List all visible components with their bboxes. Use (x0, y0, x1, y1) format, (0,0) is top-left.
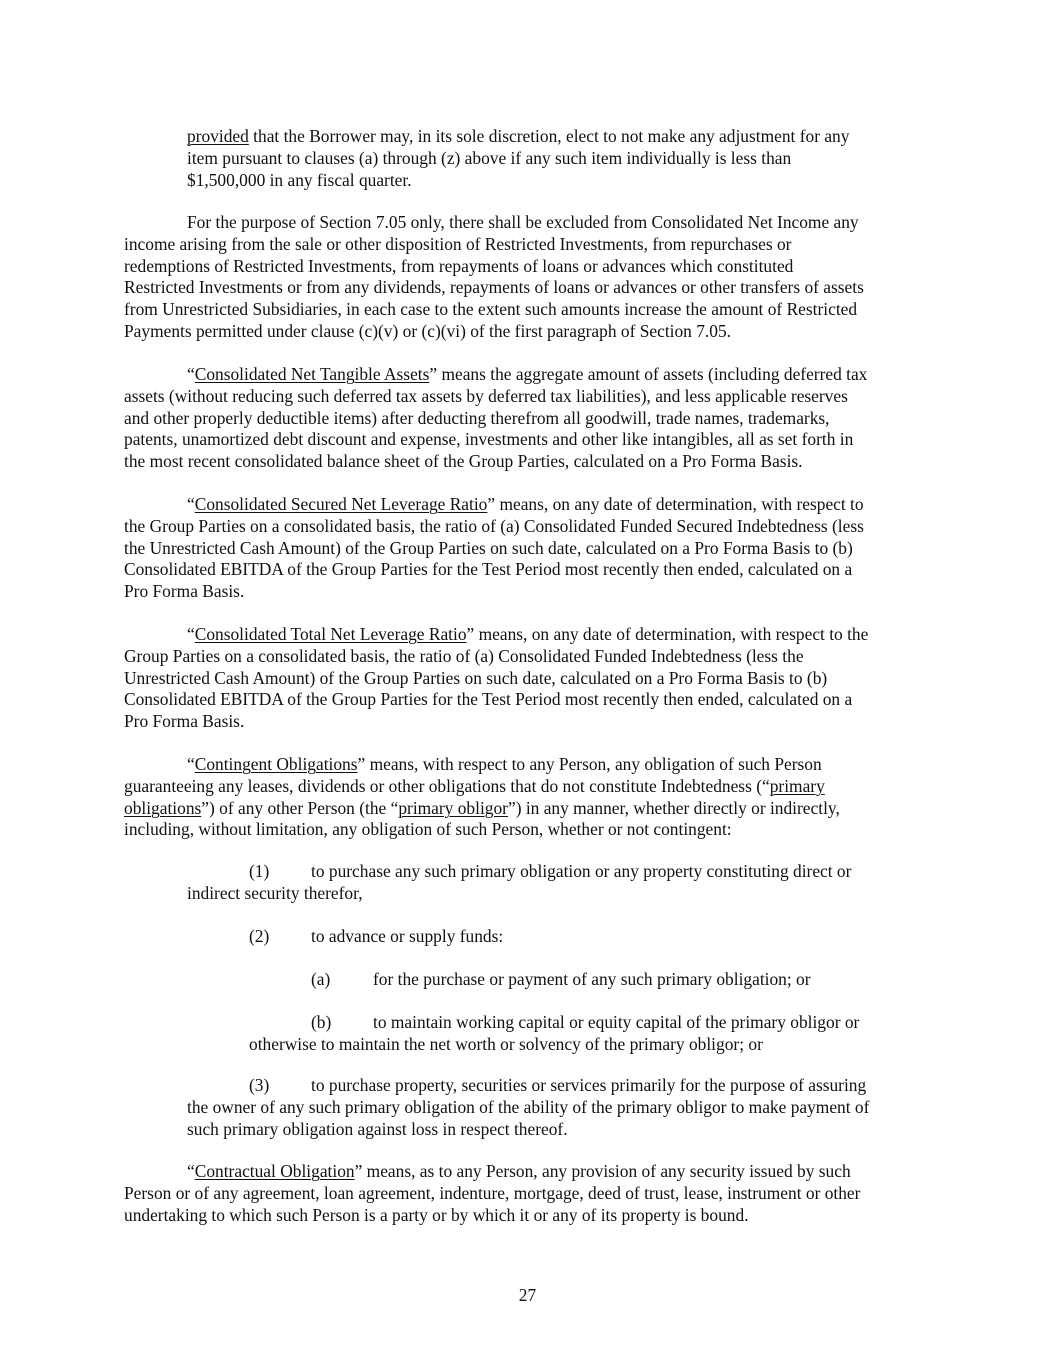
definition-contingent-obligations: “Contingent Obligations” means, with respect to any Person, any obligation of such Person guaranteeing any leases, dividends or other obligations that do not constitute Indebtedness (“primary obligations”) of any other Person (the “primary obligor”) in any manner, whether directly or indirectly, including, without limitation, any obligation of such Person, whether or not contingent: (124, 754, 840, 840)
defined-term-primary-obligations-part1: primary (769, 775, 825, 796)
defined-term: Consolidated Total Net Leverage Ratio (194, 624, 467, 644)
clause-number: (b) (311, 1012, 332, 1032)
clause-1: (1) to purchase any such primary obligation or any property constituting direct or indirect security therefor, (187, 861, 852, 903)
clause-3: (3) to purchase property, securities or services primarily for the purpose of assuring the owner of any such primary obligation of the ability of the primary obligor to make payment of such primary obligation against loss in respect thereof. (187, 1075, 870, 1139)
definition-consolidated-secured-net-leverage-ratio: “Consolidated Secured Net Leverage Ratio” means, on any date of determination, with respect to the Group Parties on a consolidated basis, the ratio of (a) Consolidated Funded Secured Indebtedness (less the Unrestricted Cash Amount) of the Group Parties on such date, calculated on a Pro Forma Basis to (b) Consolidated EBITDA of the Group Parties for the Test Period most recently then ended, calculated on a Pro Forma Basis. (124, 494, 864, 602)
clause-number: (a) (311, 969, 331, 989)
definition-consolidated-total-net-leverage-ratio: “Consolidated Total Net Leverage Ratio” means, on any date of determination, with respect to the Group Parties on a consolidated basis, the ratio of (a) Consolidated Funded Indebtedness (less the Unrestricted Cash Amount) of the Group Parties on such date, calculated on a Pro Forma Basis to (b) Consolidated EBITDA of the Group Parties for the Test Period most recently then ended, calculated on a Pro Forma Basis. (124, 624, 869, 732)
defined-term: Contractual Obligation (194, 1161, 355, 1181)
clause-number: (1) (249, 861, 270, 881)
defined-term: Contingent Obligations (194, 754, 358, 774)
proviso-paragraph: provided that the Borrower may, in its sole discretion, elect to not make any adjustment for any item pursuant to clauses (a) through (z) above if any such item individually is less than $1,500,000 in any fiscal quarter. (187, 126, 850, 190)
clause-2: (2) to advance or supply funds: (249, 926, 504, 946)
definition-contractual-obligation: “Contractual Obligation” means, as to any Person, any provision of any security issued by such Person or of any agreement, loan agreement, indenture, mortgage, deed of trust, lease, instrument or other undertaking to which such Person is a party or by which it or any of its property is bound. (124, 1161, 861, 1225)
defined-term-provided: provided (187, 126, 249, 146)
defined-term: Consolidated Net Tangible Assets (194, 364, 430, 384)
defined-term: Consolidated Secured Net Leverage Ratio (194, 494, 488, 514)
page-number: 27 (518, 1285, 537, 1305)
clause-number: (2) (249, 926, 270, 946)
definition-consolidated-net-tangible-assets: “Consolidated Net Tangible Assets” means the aggregate amount of assets (including deferred tax assets (without reducing such deferred tax assets by deferred tax liabilities), and less applicable reserves and other properly deductible items) after deducting therefrom all goodwill, trade names, trademarks, patents, unamortized debt discount and expense, investments and other like intangibles, all as set forth in the most recent consolidated balance sheet of the Group Parties, calculated on a Pro Forma Basis. (124, 364, 868, 472)
defined-term-primary-obligor: primary obligor (398, 797, 508, 818)
clause-number: (3) (249, 1075, 270, 1095)
section-705-paragraph: For the purpose of Section 7.05 only, there shall be excluded from Consolidated Net Income any income arising from the sale or other disposition of Restricted Investments, from repurchases or redemptions of Restricted Investments, from repayments of loans or advances which constituted Restricted Investments or from any dividends, repayments of loans or advances or other transfers of assets from Unrestricted Subsidiaries, in each case to the extent such amounts increase the amount of Restricted Payments permitted under clause (c)(v) or (c)(vi) of the first paragraph of Section 7.05. (124, 212, 864, 341)
defined-term-primary-obligations-part2: obligations (124, 797, 202, 818)
clause-2b: (b) to maintain working capital or equity capital of the primary obligor or otherwise to maintain the net worth or solvency of the primary obligor; or (249, 1012, 860, 1054)
clause-2a: (a) for the purchase or payment of any such primary obligation; or (311, 969, 811, 989)
